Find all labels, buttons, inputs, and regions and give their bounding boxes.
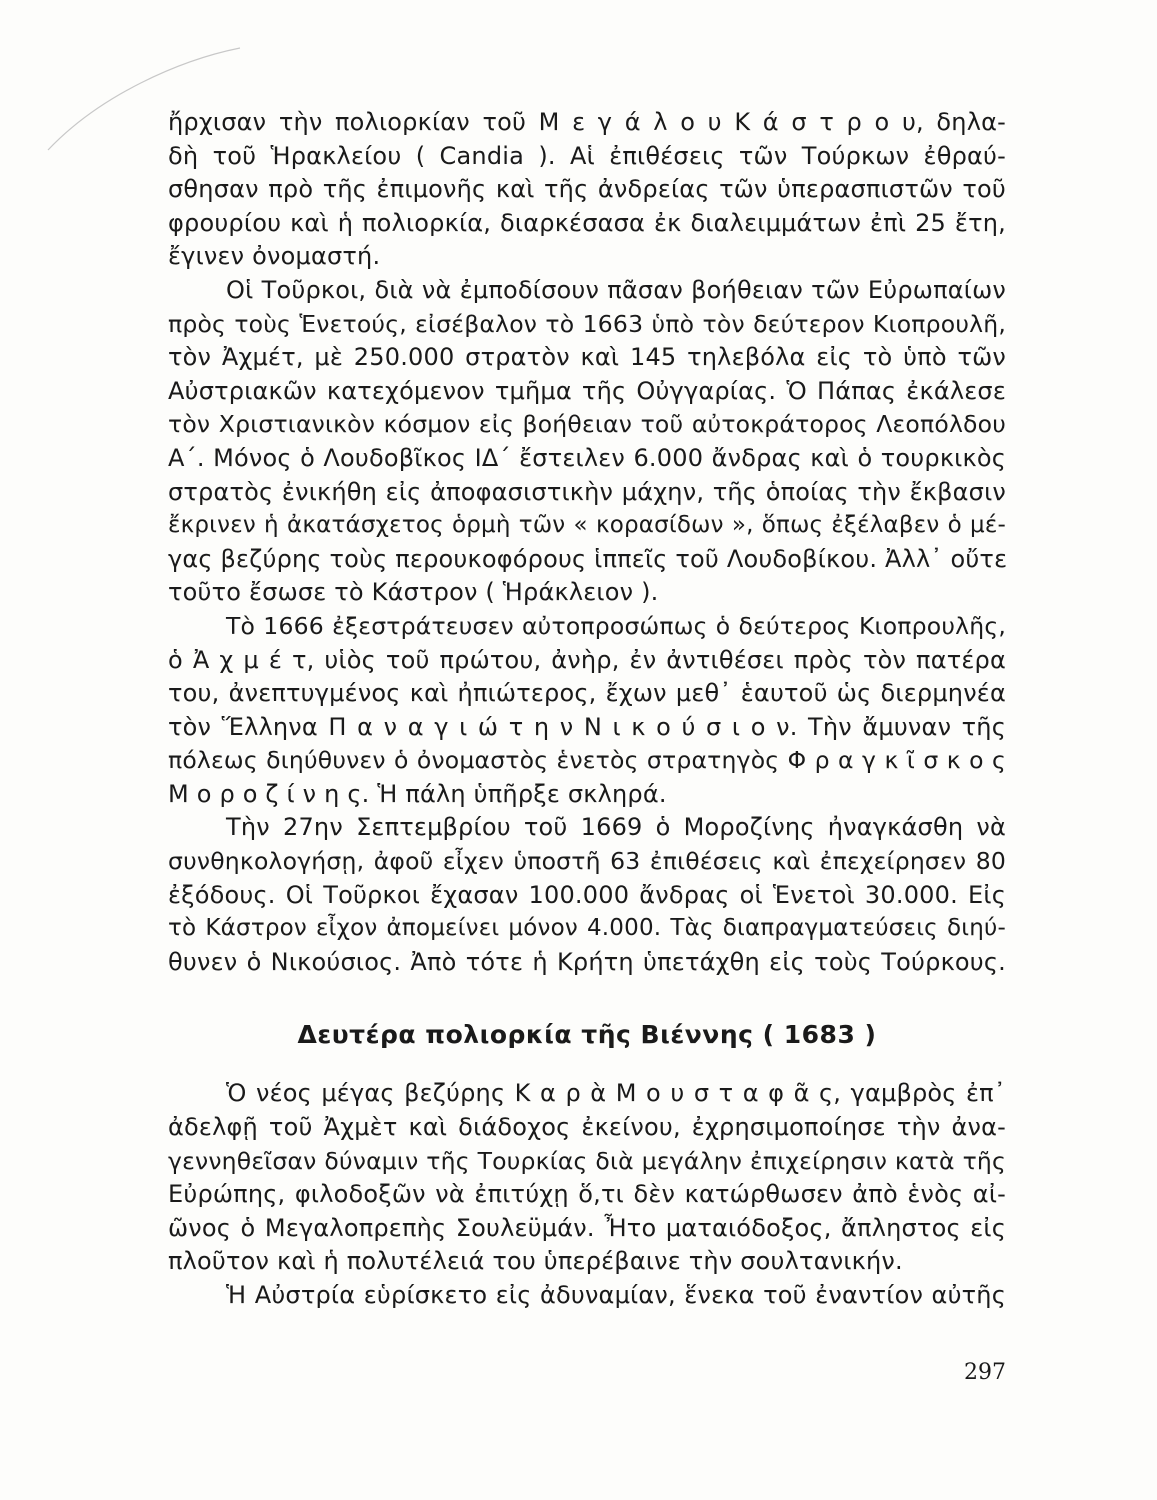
text-line: ὁ Ἀ χ μ έ τ, υἱὸς τοῦ πρώτου, ἀνὴρ, ἐν ἀντιθέσει πρὸς τὸν πατέρα (168, 645, 1006, 674)
text-line: τὸν Χριστιανικὸν κόσμον εἰς βοήθειαν τοῦ αὐτοκράτορος Λεοπόλδου (168, 410, 1006, 439)
text-line: Εὐρώπης, φιλοδοξῶν νὰ ἐπιτύχῃ ὅ,τι δὲν κατώρθωσεν ἀπὸ ἑνὸς αἰ- (168, 1180, 1006, 1209)
text-line: Τὸ 1666 ἐξεστράτευσεν αὐτοπροσώπως ὁ δεύτερος Κιοπρουλῆς, (226, 611, 1006, 640)
text-line: ῶνος ὁ Μεγαλοπρεπὴς Σουλεϋμάν. Ἦτο ματαιόδοξος, ἄπληστος εἰς (168, 1213, 1006, 1242)
text-line: φρουρίου καὶ ἡ πολιορκία, διαρκέσασα ἐκ διαλειμμάτων ἐπὶ 25 ἔτη, (168, 208, 1006, 237)
text-line: τὸ Κάστρον εἶχον ἀπομείνει μόνον 4.000. Τὰς διαπραγματεύσεις διηύ- (168, 915, 1006, 942)
text-line: γας βεζύρης τοὺς περουκοφόρους ἱππεῖς τοῦ Λουδοβίκου. Ἀλλ᾽ οὔτε (168, 544, 1008, 573)
text-line: τὸν Ἀχμέτ, μὲ 250.000 στρατὸν καὶ 145 τηλεβόλα εἰς τὸ ὑπὸ τῶν (168, 343, 1006, 372)
text-line: Ἡ Αὐστρία εὑρίσκετο εἰς ἀδυναμίαν, ἕνεκα τοῦ ἐναντίον αὐτῆς (226, 1281, 1006, 1309)
text-line: τὸν Ἕλληνα Π α ν α γ ι ώ τ η ν Ν ι κ ο ύ σ ι ο ν. Τὴν ἄμυναν τῆς (168, 712, 1006, 741)
text-line: σθησαν πρὸ τῆς ἐπιμονῆς καὶ τῆς ἀνδρείας τῶν ὑπερασπιστῶν τοῦ (168, 175, 1006, 204)
section-heading: Δευτέρα πολιορκία τῆς Βιέννης ( 1683 ) (297, 1020, 877, 1050)
text-line: δὴ τοῦ Ἡρακλείου ( Candia ). Αἱ ἐπιθέσεις τῶν Τούρκων ἐθραύ- (168, 141, 1006, 170)
text-line: στρατὸς ἐνικήθη εἰς ἀποφασιστικὴν μάχην, τῆς ὁποίας τὴν ἔκβασιν (168, 477, 1006, 506)
text-line: πρὸς τοὺς Ἑνετούς, εἰσέβαλον τὸ 1663 ὑπὸ τὸν δεύτερον Κιοπρουλῆ, (168, 309, 1006, 338)
text-line: θυνεν ὁ Νικούσιος. Ἀπὸ τότε ἡ Κρήτη ὑπετάχθη εἰς τοὺς Τούρκους. (168, 947, 1006, 976)
text-line: Ὁ νέος μέγας βεζύρης Κ α ρ ὰ Μ ο υ σ τ α φ ᾶ ς, γαμβρὸς ἐπ᾽ (226, 1079, 1006, 1108)
text-line: Μ ο ρ ο ζ ί ν η ς. Ἡ πάλη ὑπῆρξε σκληρά. (168, 779, 667, 808)
text-line: ἔκρινεν ἡ ἀκατάσχετος ὁρμὴ τῶν « κορασίδων », ὅπως ἐξέλαβεν ὁ μέ- (168, 512, 1006, 539)
text-line: Τὴν 27ην Σεπτεμβρίου τοῦ 1669 ὁ Μοροζίνης ἠναγκάσθη νὰ (226, 813, 1006, 842)
text-line: ἀδελφῇ τοῦ Ἀχμὲτ καὶ διάδοχος ἐκείνου, ἐχρησιμοποίησε τὴν ἀνα- (168, 1113, 1006, 1142)
text-line: ἤρχισαν τὴν πολιορκίαν τοῦ Μ ε γ ά λ ο υ Κ ά σ τ ρ ο υ, δηλα- (168, 108, 1006, 136)
text-line: ἐξόδους. Οἱ Τοῦρκοι ἔχασαν 100.000 ἄνδρας οἱ Ἑνετοὶ 30.000. Εἰς (168, 880, 1006, 909)
text-line: του, ἀνεπτυγμένος καὶ ἠπιώτερος, ἔχων μεθ᾽ ἑαυτοῦ ὡς διερμηνέα (168, 679, 1006, 708)
text-line: Οἱ Τοῦρκοι, διὰ νὰ ἐμποδίσουν πᾶσαν βοήθειαν τῶν Εὐρωπαίων (226, 275, 1006, 304)
text-line: τοῦτο ἔσωσε τὸ Κάστρον ( Ἡράκλειον ). (168, 578, 659, 607)
text-body (168, 106, 1006, 1313)
text-line: γεννηθεῖσαν δύναμιν τῆς Τουρκίας διὰ μεγάλην ἐπιχείρησιν κατὰ τῆς (168, 1146, 1006, 1175)
text-line: Αὐστριακῶν κατεχόμενον τμῆμα τῆς Οὐγγαρίας. Ὁ Πάπας ἐκάλεσε (168, 376, 1006, 405)
text-line: ἔγινεν ὀνομαστή. (168, 242, 381, 271)
text-line: πόλεως διηύθυνεν ὁ ὀνομαστὸς ἑνετὸς στρατηγὸς Φ ρ α γ κ ῖ σ κ ο ς (168, 746, 1006, 775)
text-line: Α΄. Μόνος ὁ Λουδοβῖκος ΙΔ΄ ἔστειλεν 6.000 ἄνδρας καὶ ὁ τουρκικὸς (168, 443, 1006, 472)
text-line: πλοῦτον καὶ ἡ πολυτέλειά του ὑπερέβαινε τὴν σουλτανικήν. (168, 1247, 903, 1276)
page-number: 297 (964, 1360, 1006, 1385)
text-line: συνθηκολογήσῃ, ἀφοῦ εἶχεν ὑποστῆ 63 ἐπιθέσεις καὶ ἐπεχείρησεν 80 (168, 847, 1006, 876)
